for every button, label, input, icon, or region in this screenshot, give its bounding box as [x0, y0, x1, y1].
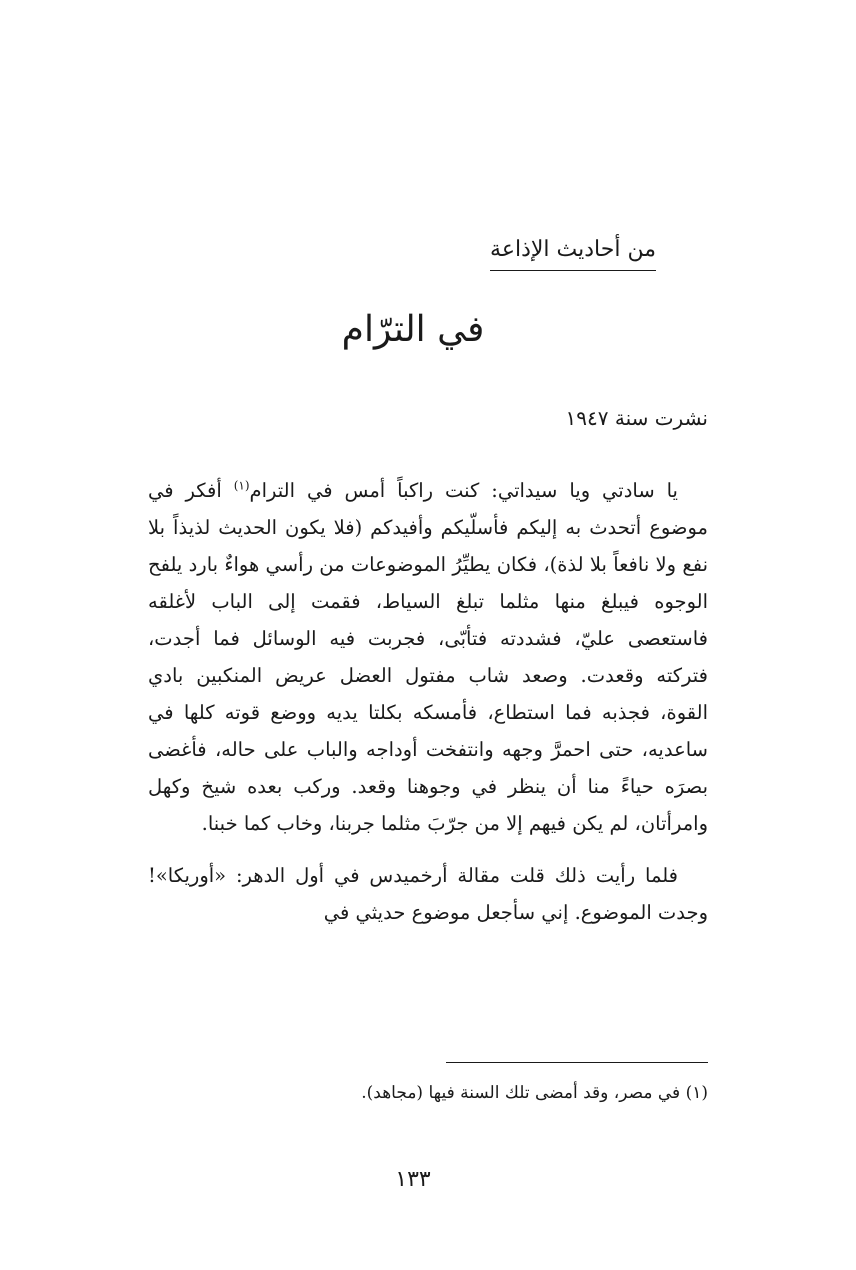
- series-title: من أحاديث الإذاعة: [490, 232, 656, 271]
- article-title: في الترّام: [341, 309, 485, 350]
- paragraph-1-text-rest: أفكر في موضوع أتحدث به إليكم فأسلّيكم وأفيدكم (فلا يكون الحديث لذيذاً بلا نفع ولا نافعاً بلا لذة)، فكان يطيِّرُ الموضوعات من رأسي هواءٌ بارد يلفح الوجوه فيبلغ منها مثلما تبلغ السياط، فقمت إلى الباب لأغلقه فاستعصى عليّ، فشددته فتأبّى، فجربت فيه الوسائل فما أجدت، فتركته وقعدت. وصعد شاب مفتول العضل عريض المنكبين بادي القوة، فجذبه فما استطاع، فأمسكه بكلتا يديه ووضع قوته كلها في ساعديه، حتى احمرَّ وجهه وانتفخت أوداجه والباب على حاله، فأغضى بصرَه حياءً منا أن ينظر في وجوهنا وقعد. وركب بعده شيخ وكهل وامرأتان، لم يكن فيهم إلا من جرّبَ مثلما جربنا، وخاب كما خبنا.: [148, 479, 708, 835]
- article-body: [148, 472, 708, 931]
- footnote: (١) في مصر، وقد أمضى تلك السنة فيها (مجاهد).: [361, 1083, 708, 1103]
- paragraph-2: فلما رأيت ذلك قلت مقالة أرخميدس في أول الدهر: «أوريكا»! وجدت الموضوع. إني سأجعل موضوع حديثي في: [148, 864, 708, 924]
- page-number: ١٣٣: [395, 1167, 431, 1192]
- paragraph-1-text-start: يا سادتي ويا سيداتي: كنت راكباً أمس في الترام: [249, 479, 678, 502]
- footnote-reference: (١): [233, 478, 250, 493]
- footnote-divider: [446, 1062, 708, 1063]
- publication-note: نشرت سنة ١٩٤٧: [565, 406, 708, 430]
- paragraph-1: [148, 472, 708, 842]
